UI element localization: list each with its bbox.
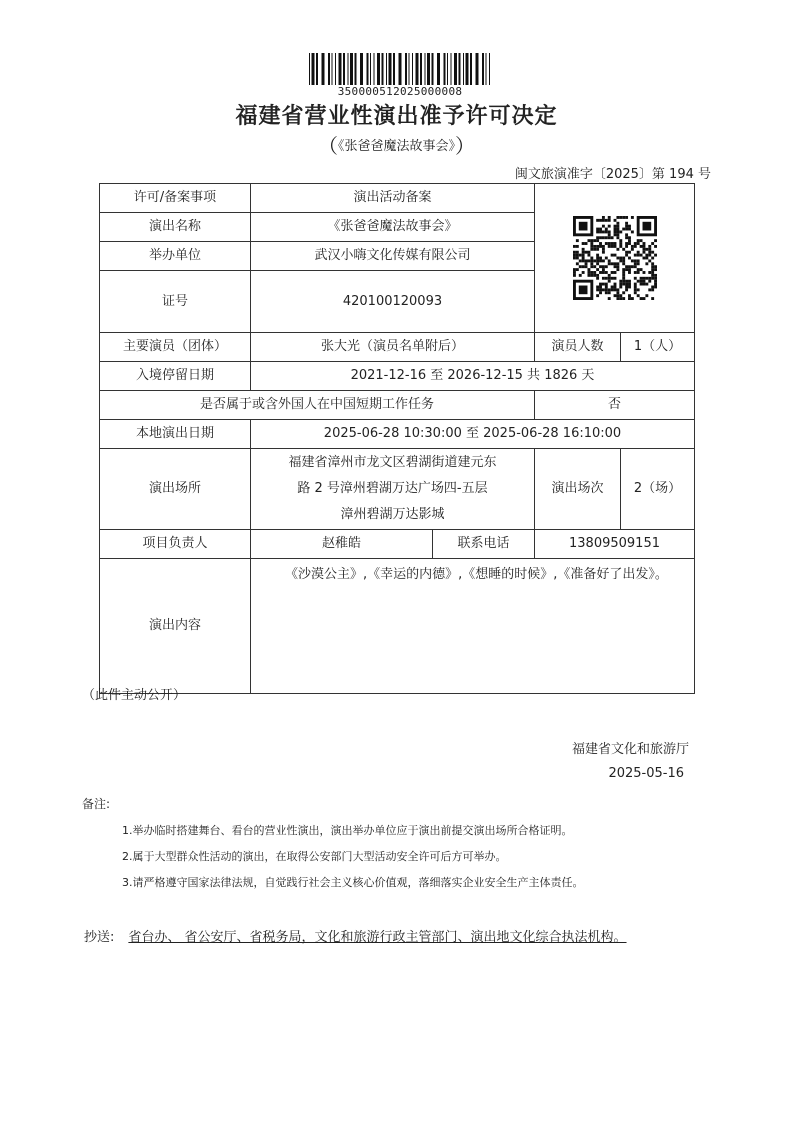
venue-line: 漳州碧湖万达影城 [340,507,445,522]
remark-item: 3.请严格遵守国家法律法规，自觉践行社会主义核心价值观，落细落实企业安全生产主体责任。 [122,876,584,889]
permit-type-label: 许可/备案事项 [100,184,251,213]
show-name-value: 《张爸爸魔法故事会》 [251,213,535,242]
permit-type-value: 演出活动备案 [251,184,535,213]
barcode [307,53,492,85]
content-value [251,559,695,694]
phone-label: 联系电话 [433,530,535,559]
table-row [100,559,695,694]
issuing-authority: 福建省文化和旅游厅 [571,742,689,757]
remark-item: 1.举办临时搭建舞台、看台的营业性演出，演出举办单位应于演出前提交演出场所合格证明。 [122,824,573,837]
local-dates-value: 2025-06-28 10:30:00 至 2025-06-28 16:10:00 [251,420,695,449]
local-dates-label: 本地演出日期 [100,420,251,449]
qr-code-cell [535,184,695,333]
sessions-value: 2（场） [621,449,695,530]
sessions-label: 演出场次 [535,449,621,530]
table-row [100,449,695,530]
remark-item: 2.属于大型群众性活动的演出，在取得公安部门大型活动安全许可后方可举办。 [122,850,507,863]
foreign-task-value: 否 [535,391,695,420]
phone-value: 13809509151 [535,530,695,559]
foreign-task-label: 是否属于或含外国人在中国短期工作任务 [100,391,535,420]
cert-label: 证号 [100,271,251,333]
venue-line: 福建省漳州市龙文区碧湖街道建元东 [288,455,497,470]
performer-count-label: 演员人数 [535,333,621,362]
remarks-label: 备注: [82,797,111,811]
table-row [100,333,695,362]
stay-dates-label: 入境停留日期 [100,362,251,391]
cc-label: 抄送: [84,930,115,945]
cert-value: 420100120093 [251,271,535,333]
barcode-number: 350000512025000008 [337,85,463,98]
content-text: 《沙漠公主》,《幸运的内德》,《想睡的时候》,《准备好了出发》。 [285,567,668,582]
stay-dates-value: 2021-12-16 至 2026-12-15 共 1826 天 [251,362,695,391]
project-lead-label: 项目负责人 [100,530,251,559]
document-subtitle: （《张爸爸魔法故事会》） [317,134,475,158]
performer-count-value: 1（人） [621,333,695,362]
venue-value [251,449,535,530]
table-row [100,530,695,559]
venue-label: 演出场所 [100,449,251,530]
venue-line: 路 2 号漳州碧湖万达广场四-五层 [297,481,488,496]
document-number: 闽文旅演准字〔2025〕第 194 号 [514,167,711,182]
table-row [100,184,695,213]
performers-label: 主要演员（团体） [100,333,251,362]
public-disclosure-note: （此件主动公开） [82,688,187,703]
cc-recipients: 省台办、 省公安厅、省税务局，文化和旅游行政主管部门、演出地文化综合执法机构。 [128,930,627,945]
issue-date: 2025-05-16 [608,766,684,781]
qr-code [573,216,657,300]
table-row [100,420,695,449]
organizer-label: 举办单位 [100,242,251,271]
document-title: 福建省营业性演出准予许可决定 [235,104,558,129]
subtitle-text: 《张爸爸魔法故事会》 [337,139,455,154]
show-name-label: 演出名称 [100,213,251,242]
table-row [100,362,695,391]
content-label: 演出内容 [100,559,251,694]
permit-table [99,183,695,694]
cc-list [84,925,712,951]
project-lead-value: 赵稚皓 [251,530,433,559]
table-row [100,391,695,420]
organizer-value: 武汉小嗨文化传媒有限公司 [251,242,535,271]
performers-value: 张大光（演员名单附后） [251,333,535,362]
